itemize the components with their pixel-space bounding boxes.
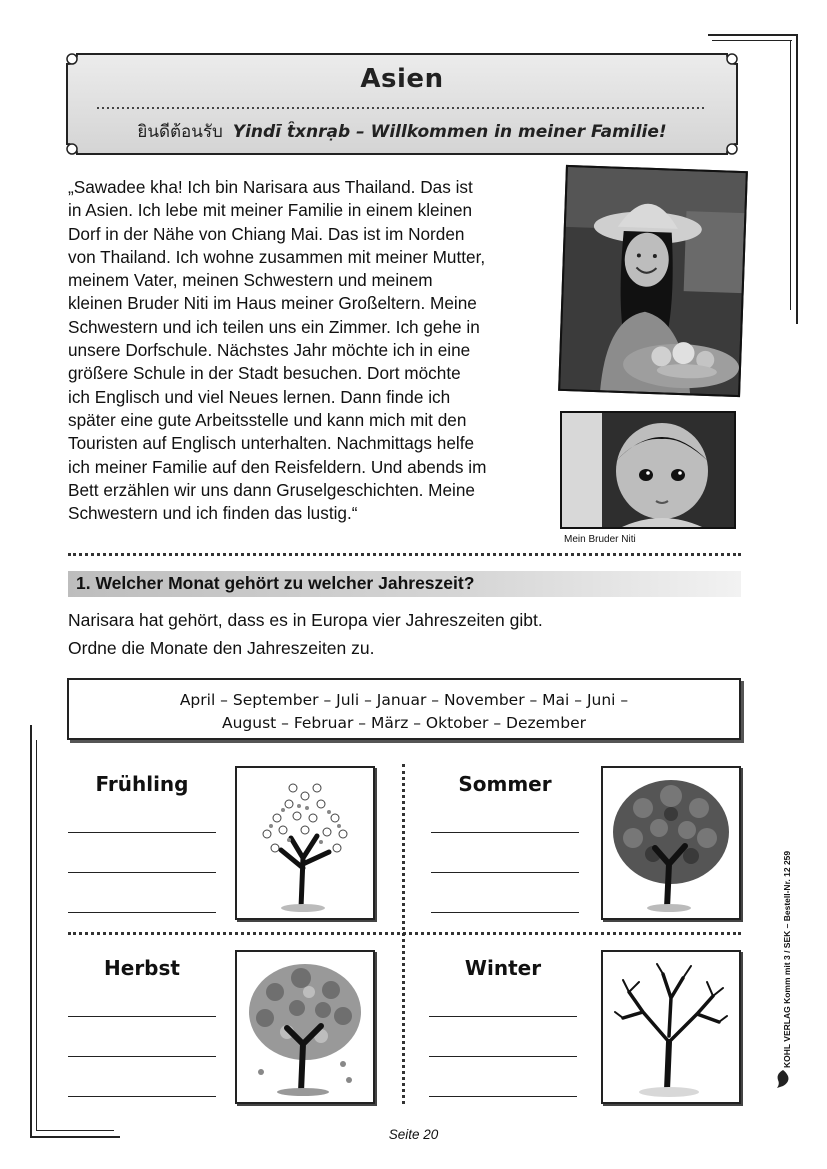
leafy-tree-icon bbox=[601, 766, 741, 920]
intro-line: meinem Vater, meinen Schwestern und meinem bbox=[68, 270, 433, 291]
answer-line[interactable] bbox=[68, 1016, 216, 1017]
intro-line: „Sawadee kha! Ich bin Narisara aus Thailand. Das ist bbox=[68, 177, 473, 197]
subtitle-thai: ยินดีต้อนรับ bbox=[137, 122, 223, 142]
answer-line[interactable] bbox=[68, 832, 216, 833]
season-label-sommer: Sommer bbox=[458, 772, 552, 796]
answer-line[interactable] bbox=[431, 872, 579, 873]
frame-bottom-left-v2 bbox=[36, 740, 37, 1130]
frame-top-right-h bbox=[708, 34, 798, 36]
side-order-text: KOHL VERLAG Komm mit 3 / SEK – Bestell-Nr. 12 259 bbox=[782, 850, 792, 1068]
answer-line[interactable] bbox=[68, 1056, 216, 1057]
month-list-line-1: April – September – Juli – Januar – November – Mai – Juni – bbox=[179, 691, 629, 709]
header-banner bbox=[63, 50, 741, 158]
answer-line[interactable] bbox=[431, 832, 579, 833]
task-title: 1. Welcher Monat gehört zu welcher Jahreszeit? bbox=[76, 573, 475, 593]
season-label-fruehling: Frühling bbox=[95, 772, 189, 796]
subtitle-transliteration: Yindī t̂xnrạb bbox=[232, 122, 351, 142]
publisher-logo-icon bbox=[774, 1068, 792, 1090]
task-instruction-1: Narisara hat gehört, dass es in Europa vier Jahreszeiten gibt. bbox=[68, 610, 543, 630]
page-number: Seite 20 bbox=[388, 1127, 439, 1142]
season-label-winter: Winter bbox=[464, 956, 542, 980]
intro-line: von Thailand. Ich wohne zusammen mit meiner Mutter, bbox=[68, 246, 486, 267]
intro-text bbox=[68, 176, 548, 525]
intro-line: Schwestern und ich teilen uns ein Zimmer. Ich gehe in bbox=[68, 316, 480, 337]
month-list-line-2: August – Februar – März – Oktober – Dezember bbox=[221, 714, 587, 732]
intro-line: Schwestern und ich finden das lustig.“ bbox=[68, 503, 358, 524]
season-label-herbst: Herbst bbox=[104, 956, 180, 980]
task-instruction-2: Ordne die Monate den Jahreszeiten zu. bbox=[68, 638, 375, 658]
frame-top-right-v bbox=[796, 34, 798, 324]
intro-line: Dorf in der Nähe von Chiang Mai. Das ist im Norden bbox=[68, 223, 465, 244]
page-subtitle bbox=[63, 118, 741, 145]
autumn-tree-icon bbox=[235, 950, 375, 1104]
blossom-tree-icon bbox=[235, 766, 375, 920]
intro-line: später eine gute Arbeitsstelle und kann mich mit den bbox=[68, 409, 467, 430]
answer-line[interactable] bbox=[68, 1096, 216, 1097]
answer-line[interactable] bbox=[429, 1016, 577, 1017]
frame-top-right-h2 bbox=[712, 40, 792, 41]
intro-line: Touristen auf Englisch unterhalten. Nachmittags helfe bbox=[68, 433, 475, 454]
month-box bbox=[67, 678, 741, 740]
page-title: Asien bbox=[360, 64, 444, 94]
intro-line: unsere Dorfschule. Nächstes Jahr möchte ich in eine bbox=[68, 340, 471, 361]
intro-line: in Asien. Ich lebe mit meiner Familie in einem kleinen bbox=[68, 200, 473, 221]
photo-bruder-niti bbox=[560, 411, 736, 529]
frame-bottom-left-v bbox=[30, 725, 32, 1137]
answer-line[interactable] bbox=[429, 1056, 577, 1057]
intro-line: ich meiner Familie auf den Reisfeldern. Und abends im bbox=[68, 456, 487, 477]
intro-line: ich Englisch und viel Neues lernen. Dann finde ich bbox=[68, 386, 451, 407]
answer-line[interactable] bbox=[68, 912, 216, 913]
photo-caption: Mein Bruder Niti bbox=[564, 534, 636, 545]
frame-top-right-v2 bbox=[790, 40, 791, 310]
photo-narisara bbox=[558, 165, 748, 397]
intro-line: kleinen Bruder Niti im Haus meiner Großeltern. Meine bbox=[68, 293, 477, 314]
bare-tree-icon bbox=[601, 950, 741, 1104]
answer-line[interactable] bbox=[431, 912, 579, 913]
intro-line: größere Schule in der Stadt besuchen. Dort möchte bbox=[68, 363, 461, 384]
section-divider bbox=[68, 553, 741, 556]
answer-line[interactable] bbox=[429, 1096, 577, 1097]
intro-line: Bett erzählen wir uns dann Gruselgeschichten. Meine bbox=[68, 479, 475, 500]
season-grid-horizontal-divider bbox=[68, 932, 741, 935]
answer-line[interactable] bbox=[68, 872, 216, 873]
subtitle-german: – Willkommen in meiner Familie! bbox=[356, 122, 667, 142]
